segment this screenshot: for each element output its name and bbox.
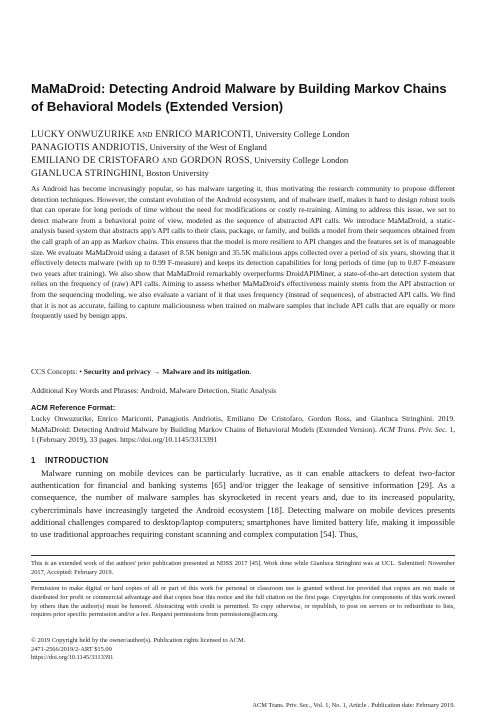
- abstract: As Android has become increasingly popular, so has malware targeting it, thus motivating the research community to propose different detection techniques. However, the constant evolution of the Android ecosystem, and of malware itself, makes it hard to design robust tools that can operate for long periods of time without the need for modifications or costly re-training. Aiming to address this issue, we set to detect malware from a behavioral point of view, modeled as the sequence of abstracted API calls. We introduce MaMaDroid, a static-analysis based system that abstracts app's API calls to their class, package, or family, and builds a model from their sequences obtained from the call graph of an app as Markov chains. This ensures that the model is more resilient to API changes and the features set is of manageable size. We evaluate MaMaDroid using a dataset of 8.5K benign and 35.5K malicious apps collected over a period of six years, showing that it effectively detects malware (with up to 0.99 F-measure) and keeps its detection capabilities for long periods of time (up to 0.87 F-measure two years after training). We also show that MaMaDroid remarkably overperforms DroidAPIMiner, a state-of-the-art detection system that relies on the frequency of (raw) API calls. Aiming to assess whether MaMaDroid's effectiveness mainly stems from the API abstraction or from the sequencing modeling, we also evaluate a variant of it that uses frequency (instead of sequences), of abstracted API calls. We find that it is not as accurate, failing to capture maliciousness when trained on malware samples that include API calls that are equally or more frequently used by benign apps.: [31, 184, 456, 321]
- intro-paragraph: Malware running on mobile devices can be particularly lucrative, as it can enable attackers to defeat two-factor authentication for financial and banking systems [65] and/or trigger the leakage of sensitive information [29]. As a consequence, the number of malware samples has skyrocketed in recent years and, due to its increased popularity, cybercriminals have increasingly targeted the Android ecosystem [18]. Detecting malware on mobile devices presents additional challenges compared to desktop/laptop computers; smartphones have limited battery life, making it impossible to use traditional approaches requiring constant scanning and complex computation [54]. Thus,: [31, 468, 455, 540]
- paper-title: MaMaDroid: Detecting Android Malware by Building Markov Chains of Behavioral Models (Extended Version): [31, 81, 447, 114]
- issn-line: 2471-2566/2019/2-ART $15.00: [31, 645, 112, 653]
- author-names: GIANLUCA STRINGHINI: [31, 168, 142, 179]
- author-line: [31, 154, 455, 167]
- doi-link[interactable]: https://doi.org/10.1145/3313391: [31, 654, 114, 662]
- author-names: PANAGIOTIS ANDRIOTIS: [31, 142, 146, 153]
- reference-text: [31, 414, 455, 446]
- reference-heading: ACM Reference Format:: [31, 403, 116, 412]
- ccs-concept: Malware and its mitigation: [162, 367, 250, 376]
- rights-block: [31, 637, 455, 663]
- ccs-end: .: [249, 367, 252, 376]
- keywords: Additional Key Words and Phrases: Android, Malware Detection, Static Analysis: [31, 386, 277, 395]
- ccs-concept: Security and privacy: [83, 367, 151, 376]
- author-line: [31, 141, 455, 154]
- footnote-divider: [31, 555, 455, 556]
- reference-details: 1, 1 (February 2019), 33 pages. https://doi.org/10.1145/3313391: [31, 424, 456, 445]
- author-affiliation: , University College London: [249, 155, 349, 165]
- author-line: [31, 128, 455, 141]
- ccs-arrow: →: [150, 367, 163, 376]
- author-affiliation: , University of the West of England: [145, 142, 267, 152]
- author-block: [31, 128, 455, 180]
- author-names: LUCKY ONWUZURIKE and ENRICO MARICONTI: [31, 129, 251, 140]
- page-footer: ACM Trans. Priv. Sec., Vol. 1, No. 1, Article . Publication date: February 2019.: [252, 702, 455, 709]
- section-number: 1: [31, 456, 36, 465]
- footnote: This is an extended work of the authors' prior publication presented at NDSS 2017 [45]. Work done while Gianluca Stringhini was at UCL. Submitted: November 2017, Accepted: February 2019.: [31, 560, 455, 576]
- ccs-label: CCS Concepts: •: [31, 367, 84, 376]
- reference-citation: Lucky Onwuzurike, Enrico Mariconti, Panagiotis Andriotis, Emiliano De Cristofaro, Gordon Ross, and Gianluca Stringhini. 2019. MaMaDroid: Detecting Android Malware by Building Markov Chains of Behavioral Models (Extended Version).: [31, 414, 455, 434]
- ccs-concepts: [31, 367, 455, 378]
- reference-venue: ACM Trans. Priv. Sec.: [379, 424, 448, 434]
- permission-notice: Permission to make digital or hard copies of all or part of this work for personal or classroom use is granted without fee provided that copies are not made or distributed for profit or commercial advantage and that copies bear this notice and the full citation on the first page. Copyrights for components of this work owned by others than the author(s) must be honored. Abstracting with credit is permitted. To copy otherwise, or republish, to post on servers or to redistribute to lists, requires prior specific permission and/or a fee. Request permissions from permissions@acm.org.: [31, 585, 455, 619]
- author-affiliation: , University College London: [250, 129, 350, 139]
- author-line: [31, 167, 455, 180]
- author-affiliation: , Boston University: [141, 168, 209, 178]
- author-names: EMILIANO DE CRISTOFARO and GORDON ROSS: [31, 155, 250, 166]
- section-heading: [31, 456, 455, 465]
- section-title: INTRODUCTION: [45, 456, 109, 465]
- permission-divider: [31, 581, 455, 582]
- copyright-line: © 2019 Copyright held by the owner/author(s). Publication rights licensed to ACM.: [31, 637, 246, 644]
